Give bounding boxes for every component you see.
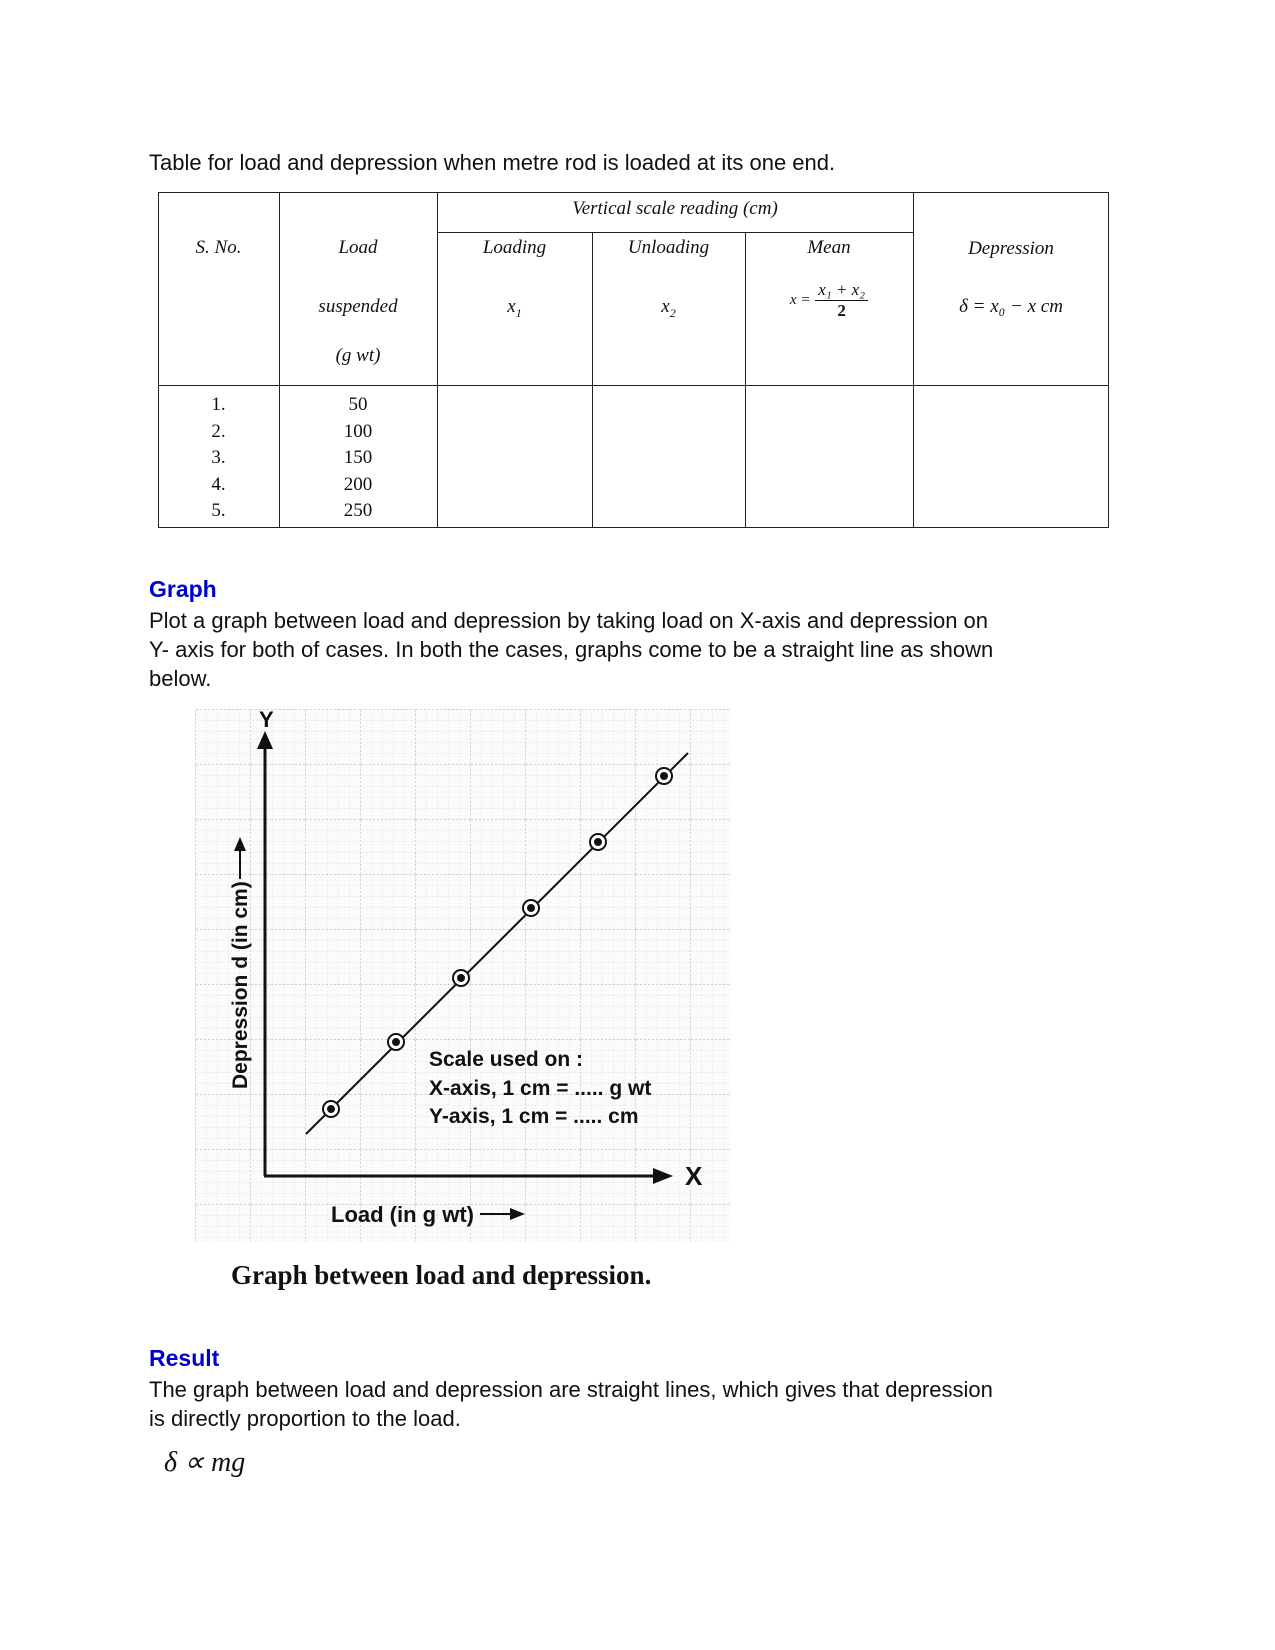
header-vertical-scale-reading: Vertical scale reading (cm) bbox=[572, 198, 778, 219]
load-column bbox=[279, 392, 437, 525]
header-depression: Depression bbox=[968, 238, 1054, 259]
paragraph-line: Plot a graph between load and depression by taking load on X-axis and depression on bbox=[149, 608, 989, 633]
table-cell-load: 150 bbox=[343, 447, 373, 468]
scale-line: Scale used on : bbox=[429, 1048, 584, 1071]
table-cell-load: 200 bbox=[343, 473, 373, 495]
scale-line: X-axis, 1 cm = ..... g wt bbox=[429, 1077, 652, 1100]
table-title: Table for load and depression when metre rod is loaded at its one end. bbox=[149, 150, 836, 175]
header-loading-symbol: $x_1$ bbox=[507, 296, 522, 320]
sno-column bbox=[158, 392, 279, 525]
load-depression-table bbox=[158, 192, 1109, 528]
table-cell-sno: 5. bbox=[211, 500, 226, 521]
table-divider bbox=[437, 232, 913, 233]
load-depression-graph bbox=[195, 709, 731, 1242]
graph-svg bbox=[195, 709, 731, 1242]
table-cell-load: 100 bbox=[343, 420, 373, 442]
header-loading: Loading bbox=[482, 237, 547, 258]
table-cell-sno: 4. bbox=[211, 473, 226, 495]
data-point bbox=[453, 970, 469, 986]
table-cell-sno: 1. bbox=[211, 394, 226, 415]
paragraph-line: The graph between load and depression are straight lines, which gives that depression bbox=[149, 1377, 993, 1402]
paragraph-line: is directly proportion to the load. bbox=[149, 1406, 461, 1431]
header-mean: Mean bbox=[807, 237, 851, 258]
header-depression-formula: δ = x₀ − x cm bbox=[959, 296, 1063, 317]
result-heading: Result bbox=[149, 1345, 220, 1371]
table-divider bbox=[745, 232, 746, 528]
table-divider bbox=[592, 232, 593, 528]
graph-caption: Graph between load and depression. bbox=[231, 1260, 652, 1290]
y-axis-letter: Y bbox=[259, 709, 274, 732]
table-cell-load: 50 bbox=[348, 394, 368, 415]
result-formula: δ ∝ mg bbox=[164, 1447, 246, 1478]
paragraph-line: below. bbox=[149, 666, 212, 691]
data-point bbox=[656, 768, 672, 784]
graph-heading: Graph bbox=[149, 576, 217, 602]
table-divider bbox=[158, 385, 1109, 386]
header-sno: S. No. bbox=[195, 237, 242, 258]
header-load-suspended: suspended bbox=[318, 296, 398, 317]
header-unloading-symbol: $x_2$ bbox=[661, 296, 676, 320]
table-cell-sno: 3. bbox=[211, 447, 226, 468]
header-load-unit: (g wt) bbox=[335, 345, 381, 366]
data-point bbox=[388, 1034, 404, 1050]
data-point bbox=[523, 900, 539, 916]
scale-line: Y-axis, 1 cm = ..... cm bbox=[429, 1105, 639, 1128]
paragraph-line: Y- axis for both of cases. In both the cases, graphs come to be a straight line as shown bbox=[149, 637, 994, 662]
data-point bbox=[323, 1101, 339, 1117]
header-mean-formula: x = $\frac{\text{x₁ + x₂}}{2}$ bbox=[745, 280, 913, 321]
x-axis-label: Load (in g wt) bbox=[331, 1202, 474, 1227]
table-cell-sno: 2. bbox=[211, 420, 226, 442]
header-unloading: Unloading bbox=[627, 237, 710, 258]
mean-fraction: $\frac{\text{x₁ + x₂}}{2}$ bbox=[815, 280, 868, 321]
header-load: Load bbox=[338, 237, 378, 258]
result-paragraph bbox=[149, 1375, 993, 1433]
x-axis-letter: X bbox=[685, 1161, 703, 1191]
table-cell-load: 250 bbox=[343, 500, 373, 521]
graph-paragraph bbox=[149, 606, 993, 693]
data-point bbox=[590, 834, 606, 850]
y-axis-label: Depression d (in cm) bbox=[229, 881, 252, 1089]
